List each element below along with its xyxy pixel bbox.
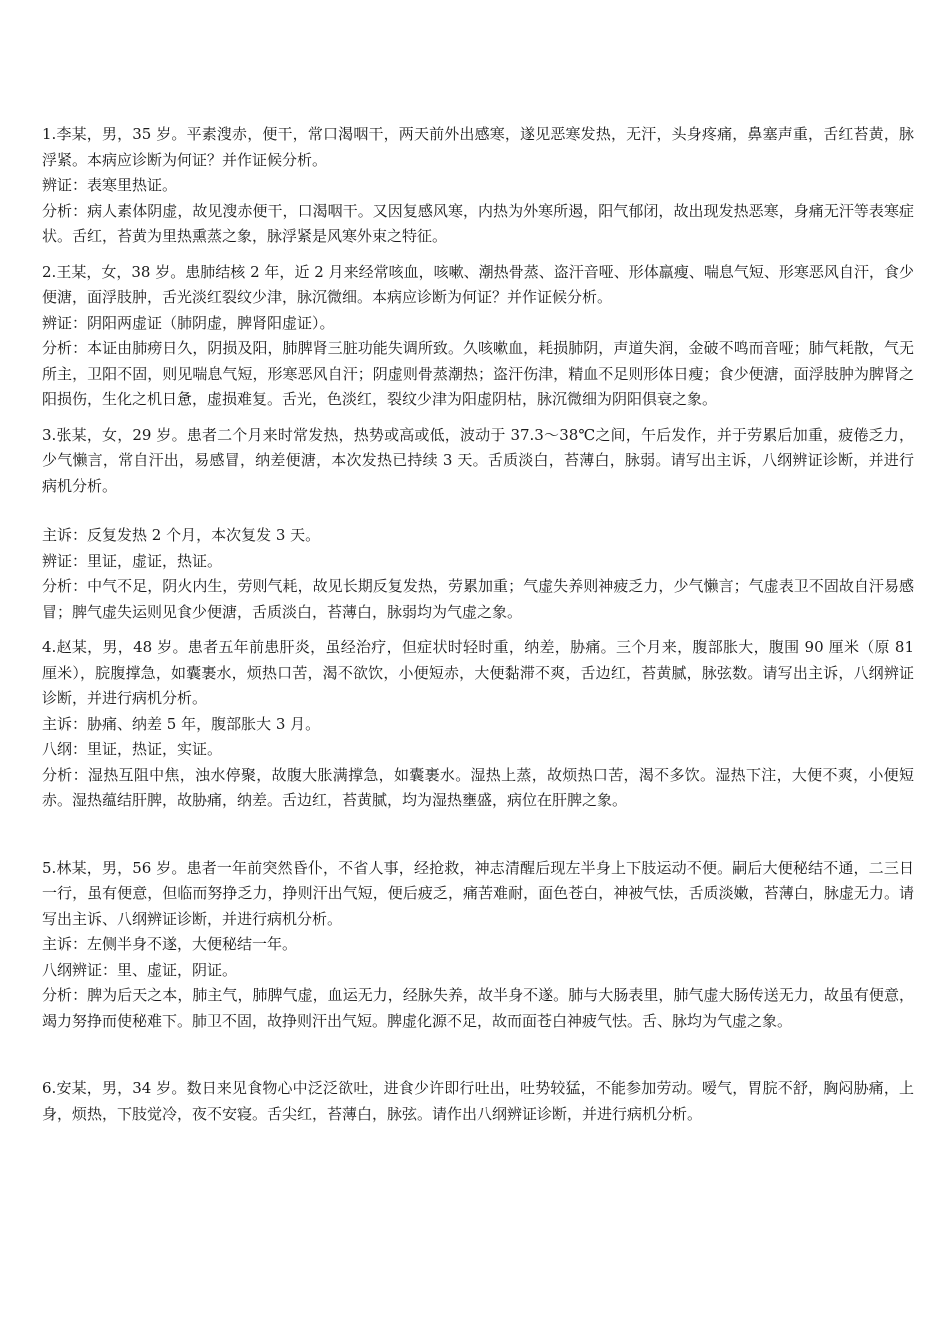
case-3-chief-complaint: 主诉：反复发热 2 个月，本次复发 3 天。 — [42, 526, 321, 544]
case-1 — [42, 122, 914, 250]
case-4-analysis: 分析：湿热互阻中焦，浊水停聚，故腹大胀满撑急，如囊裹水。湿热上蒸，故烦热口苦，渴不多饮。湿热下注，大便不爽，小便短赤。湿热蕴结肝脾，故胁痛，纳差。舌边红，苔黄腻，均为湿热壅盛，病位在肝脾之象。 — [42, 765, 914, 809]
case-3-question: 3.张某，女，29 岁。患者二个月来时常发热，热势或高或低，波动于 37.3～38℃之间，午后发作，并于劳累后加重，疲倦乏力，少气懒言，常自汗出，易感冒，纳差便溏，本次发热已持续 3 天。舌质淡白，苔薄白，脉弱。请写出主诉，八纲辨证诊断，并进行病机分析。 — [42, 425, 914, 495]
case-2-question: 2.王某，女，38 岁。患肺结核 2 年，近 2 月来经常咳血，咳嗽、潮热骨蒸、盗汗音哑、形体羸瘦、喘息气短、形寒恶风自汗，食少便溏，面浮肢肿，舌光淡红裂纹少津，脉沉微细。本病应诊断为何证？并作证候分析。 — [42, 262, 914, 306]
case-4 — [42, 635, 914, 814]
document-page — [42, 122, 914, 1127]
case-1-diagnosis: 辨证：表寒里热证。 — [42, 176, 178, 194]
case-1-analysis: 分析：病人素体阴虚，故见溲赤便干，口渴咽干。又因复感风寒，内热为外寒所遏，阳气郁闭，故出现发热恶寒，身痛无汗等表寒症状。舌红，苔黄为里热熏蒸之象，脉浮紧是风寒外束之特征。 — [42, 201, 914, 245]
case-2-analysis: 分析：本证由肺痨日久，阴损及阳，肺脾肾三脏功能失调所致。久咳嗽血，耗损肺阴，声道失润，金破不鸣而音哑；肺气耗散，气无所主，卫阳不固，则见喘息气短，形寒恶风自汗；阴虚则骨蒸潮热；盗汗伤津，精血不足则形体日瘦；食少便溏，面浮肢肿为脾肾之阳损伤，生化之机日惫，虚损难复。舌光，色淡红，裂纹少津为阳虚阴枯，脉沉微细为阴阳俱衰之象。 — [42, 339, 914, 408]
case-1-question: 1.李某，男，35 岁。平素溲赤，便干，常口渴咽干，两天前外出感寒，遂见恶寒发热，无汗，头身疼痛，鼻塞声重，舌红苔黄，脉浮紧。本病应诊断为何证？并作证候分析。 — [42, 125, 914, 169]
case-3 — [42, 423, 914, 500]
case-4-question: 4.赵某，男，48 岁。患者五年前患肝炎，虽经治疗，但症状时轻时重，纳差，胁痛。三个月来，腹部胀大，腹围 90 厘米（原 81 厘米），脘腹撑急，如囊裹水，烦热口苦，渴不欲饮，小便短赤，大便黏滞不爽，舌边红，苔黄腻，脉弦数。请写出主诉，八纲辨证诊断，并进行病机分析。 — [42, 638, 914, 707]
case-3-answer — [42, 523, 914, 625]
case-2 — [42, 260, 914, 413]
case-6-question: 6.安某，男，34 岁。数日来见食物心中泛泛欲吐，进食少许即行吐出，吐势较猛，不能参加劳动。嗳气，胃脘不舒，胸闷胁痛，上身，烦热，下肢觉冷，夜不安寝。舌尖红，苔薄白，脉弦。请作出八纲辨证诊断，并进行病机分析。 — [42, 1079, 914, 1123]
case-2-diagnosis: 辨证：阴阳两虚证（肺阴虚，脾肾阳虚证）。 — [42, 313, 335, 332]
case-5-chief-complaint: 主诉：左侧半身不遂，大便秘结一年。 — [42, 935, 298, 953]
case-4-chief-complaint: 主诉：胁痛、纳差 5 年，腹部胀大 3 月。 — [42, 714, 321, 733]
case-5-analysis: 分析：脾为后天之本，肺主气，肺脾气虚，血运无力，经脉失养，故半身不遂。肺与大肠表里，肺气虚大肠传送无力，故虽有便意，竭力努挣而使秘难下。肺卫不固，故挣则汗出气短。脾虚化源不足，故而面苍白神疲气怯。舌、脉均为气虚之象。 — [42, 986, 914, 1030]
case-5 — [42, 856, 914, 1035]
case-5-diagnosis: 八纲辨证：里、虚证，阴证。 — [42, 960, 238, 979]
case-3-diagnosis: 辨证：里证，虚证，热证。 — [42, 551, 223, 570]
case-5-question: 5.林某，男，56 岁。患者一年前突然昏仆，不省人事，经抢救，神志清醒后现左半身上下肢运动不便。嗣后大便秘结不通，二三日一行，虽有便意，但临而努挣乏力，挣则汗出气短，便后疲乏，痛苦难耐，面色苍白，神被气怯，舌质淡嫩，苔薄白，脉虚无力。请写出主诉、八纲辨证诊断，并进行病机分析。 — [42, 858, 914, 928]
case-6 — [42, 1076, 914, 1127]
case-4-diagnosis: 八纲：里证，热证，实证。 — [42, 740, 223, 758]
case-3-analysis: 分析：中气不足，阴火内生，劳则气耗，故见长期反复发热，劳累加重；气虚失养则神疲乏力，少气懒言；气虚表卫不固故自汗易感冒；脾气虚失运则见食少便溏，舌质淡白，苔薄白，脉弱均为气虚之象。 — [42, 577, 914, 621]
